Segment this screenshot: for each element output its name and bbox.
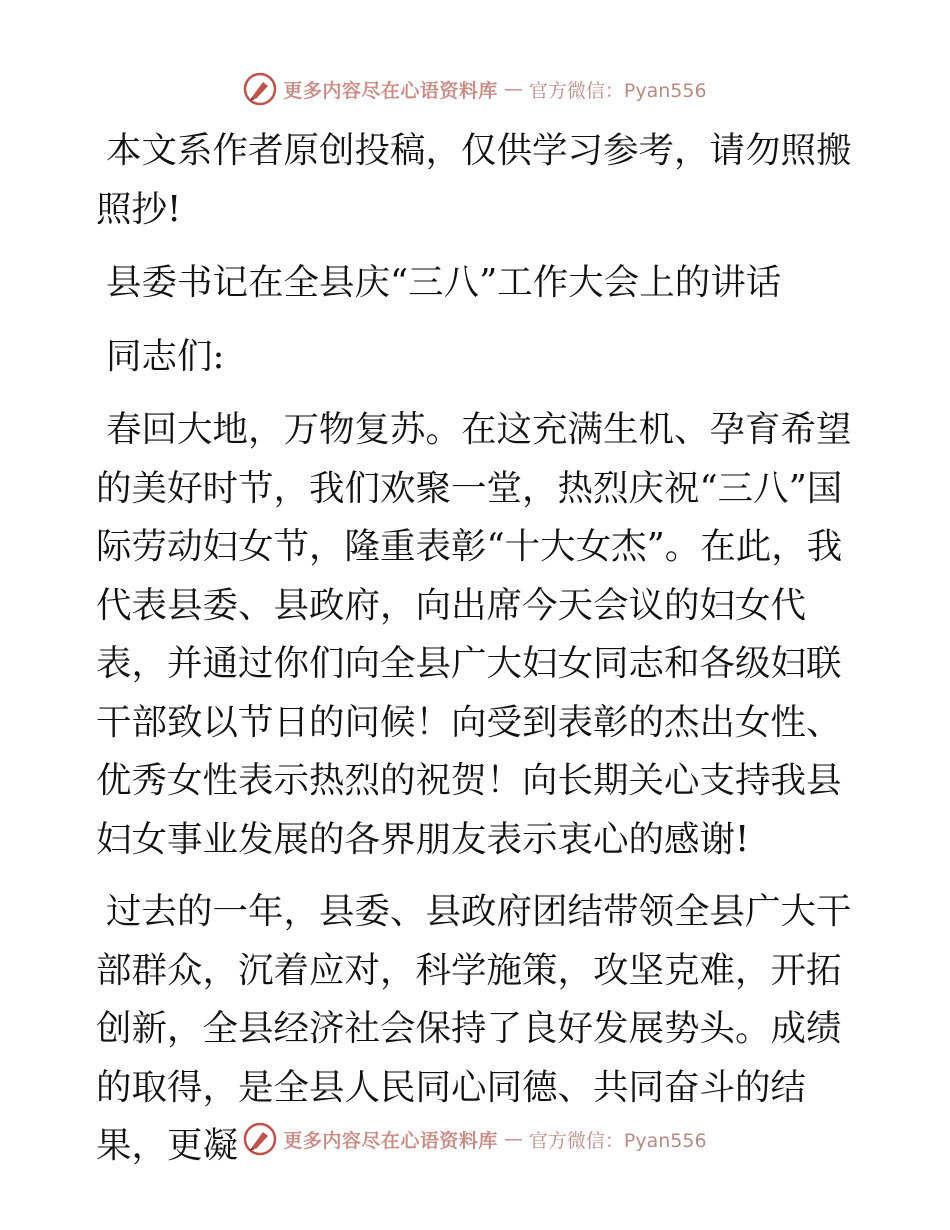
salutation: 同志们: xyxy=(106,335,225,377)
pen-logo-icon xyxy=(243,1122,277,1156)
paragraph-2: 过去的一年，县委、县政府团结带领全县广大干部群众，沉着应对，科学施策，攻坚克难，开拓创新，全县经济社会保持了良好发展势头。成绩的取得，是全县人民同心同德、共同奋斗的结果，更凝 xyxy=(96,891,852,1166)
watermark-site-text: 更多内容尽在心语资料库 xyxy=(283,79,498,102)
watermark-contact-text: 官方微信：Pyan556 xyxy=(528,79,707,102)
pen-logo-icon xyxy=(243,72,277,106)
document-body xyxy=(96,122,856,1176)
footer-watermark xyxy=(0,1122,950,1156)
paragraph-1: 春回大地，万物复苏。在这充满生机、孕育希望的美好时节，我们欢聚一堂，热烈庆祝“三八”国际劳动妇女节，隆重表彰“十大女杰”。在此，我代表县委、县政府，向出席今天会议的妇女代表，并通过你们向全县广大妇女同志和各级妇联干部致以节日的问候！向受到表彰的杰出女性、优秀女性表示热烈的祝贺！向长期关心支持我县妇女事业发展的各界朋友表示衷心的感谢! xyxy=(96,409,852,860)
speech-title: 县委书记在全县庆“三八”工作大会上的讲话 xyxy=(106,262,782,303)
header-watermark xyxy=(0,72,950,106)
watermark-contact-text: 官方微信：Pyan556 xyxy=(528,1129,707,1152)
copyright-notice: 本文系作者原创投稿，仅供学习参考，请勿照搬照抄! xyxy=(96,130,852,230)
watermark-site-text: 更多内容尽在心语资料库 xyxy=(283,1129,498,1152)
watermark-separator: — xyxy=(503,1128,523,1150)
watermark-separator: — xyxy=(503,78,523,100)
